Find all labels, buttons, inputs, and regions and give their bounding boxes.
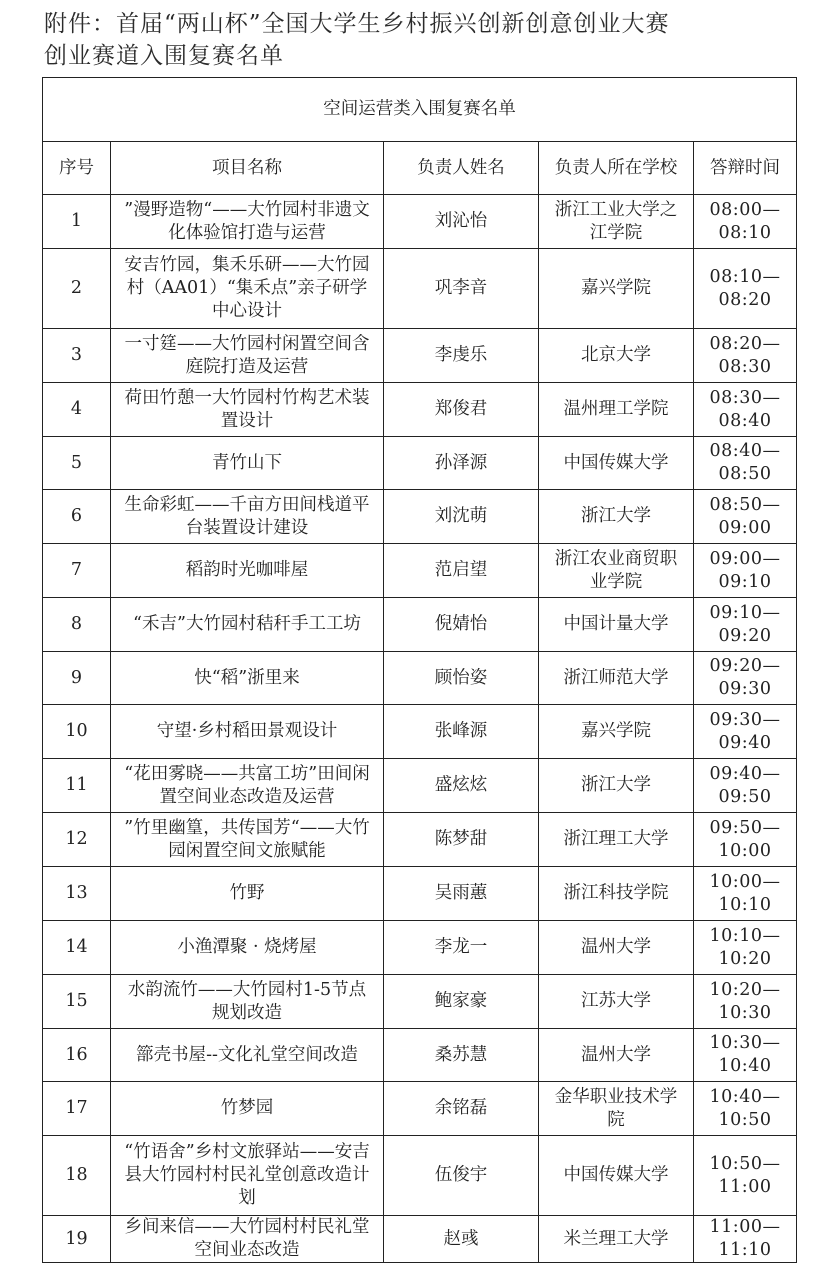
table-row <box>43 759 797 813</box>
leader-name: 盛炫炫 <box>384 759 539 813</box>
semifinal-roster-table <box>42 77 797 1263</box>
row-number: 16 <box>43 1029 111 1082</box>
leader-name: 伍俊宇 <box>384 1136 539 1216</box>
project-name: ”竹里幽篁，共传国芳“——大竹园闲置空间文旅赋能 <box>111 813 384 867</box>
row-number: 15 <box>43 975 111 1029</box>
leader-school: 温州理工学院 <box>539 383 694 437</box>
row-number: 9 <box>43 652 111 705</box>
project-name: 乡间来信——大竹园村村民礼堂空间业态改造 <box>111 1216 384 1263</box>
row-number: 13 <box>43 867 111 921</box>
row-number: 4 <box>43 383 111 437</box>
header-no: 序号 <box>43 142 111 195</box>
table-row <box>43 249 797 329</box>
leader-school: 中国传媒大学 <box>539 1136 694 1216</box>
leader-school: 米兰理工大学 <box>539 1216 694 1263</box>
defense-time: 08:50—09:00 <box>694 490 797 544</box>
row-number: 18 <box>43 1136 111 1216</box>
project-name: 青竹山下 <box>111 437 384 490</box>
table-row <box>43 598 797 652</box>
row-number: 7 <box>43 544 111 598</box>
defense-time: 10:00—10:10 <box>694 867 797 921</box>
table-row <box>43 975 797 1029</box>
row-number: 10 <box>43 705 111 759</box>
project-name: 小渔潭聚 · 烧烤屋 <box>111 921 384 975</box>
table-header-row <box>43 142 797 195</box>
row-number: 14 <box>43 921 111 975</box>
defense-time: 08:40—08:50 <box>694 437 797 490</box>
table-row <box>43 195 797 249</box>
header-time: 答辩时间 <box>694 142 797 195</box>
header-school: 负责人所在学校 <box>539 142 694 195</box>
defense-time: 09:30—09:40 <box>694 705 797 759</box>
defense-time: 08:20—08:30 <box>694 329 797 383</box>
defense-time: 10:40—10:50 <box>694 1082 797 1136</box>
table-row <box>43 867 797 921</box>
leader-name: 倪婧怡 <box>384 598 539 652</box>
leader-school: 浙江农业商贸职业学院 <box>539 544 694 598</box>
row-number: 2 <box>43 249 111 329</box>
leader-name: 鲍家豪 <box>384 975 539 1029</box>
leader-name: 巩李音 <box>384 249 539 329</box>
leader-school: 北京大学 <box>539 329 694 383</box>
table-row <box>43 437 797 490</box>
project-name: 守望·乡村稻田景观设计 <box>111 705 384 759</box>
defense-time: 09:50—10:00 <box>694 813 797 867</box>
defense-time: 10:20—10:30 <box>694 975 797 1029</box>
leader-school: 浙江师范大学 <box>539 652 694 705</box>
defense-time: 11:00—11:10 <box>694 1216 797 1263</box>
leader-name: 刘沈萌 <box>384 490 539 544</box>
leader-name: 余铭磊 <box>384 1082 539 1136</box>
leader-name: 郑俊君 <box>384 383 539 437</box>
defense-time: 09:00—09:10 <box>694 544 797 598</box>
leader-name: 孙泽源 <box>384 437 539 490</box>
row-number: 17 <box>43 1082 111 1136</box>
defense-time: 10:50—11:00 <box>694 1136 797 1216</box>
project-name: 竹野 <box>111 867 384 921</box>
defense-time: 09:20—09:30 <box>694 652 797 705</box>
title-line-1: 附件：首届“两山杯”全国大学生乡村振兴创新创意创业大赛 <box>44 11 670 37</box>
table-row <box>43 921 797 975</box>
defense-time: 09:10—09:20 <box>694 598 797 652</box>
defense-time: 09:40—09:50 <box>694 759 797 813</box>
header-project: 项目名称 <box>111 142 384 195</box>
leader-name: 陈梦甜 <box>384 813 539 867</box>
table-row <box>43 1136 797 1216</box>
row-number: 11 <box>43 759 111 813</box>
leader-school: 浙江理工大学 <box>539 813 694 867</box>
leader-school: 浙江大学 <box>539 490 694 544</box>
title-line-2: 创业赛道入围复赛名单 <box>44 43 284 69</box>
table-row <box>43 329 797 383</box>
leader-name: 李龙一 <box>384 921 539 975</box>
leader-name: 赵彧 <box>384 1216 539 1263</box>
table-row <box>43 1029 797 1082</box>
project-name: 快“稻”浙里来 <box>111 652 384 705</box>
table-row <box>43 705 797 759</box>
project-name: 竹梦园 <box>111 1082 384 1136</box>
leader-name: 吴雨蕙 <box>384 867 539 921</box>
leader-name: 顾怡姿 <box>384 652 539 705</box>
defense-time: 10:10—10:20 <box>694 921 797 975</box>
project-name: 安吉竹园，集禾乐研——大竹园村（AA01）“集禾点”亲子研学中心设计 <box>111 249 384 329</box>
defense-time: 08:10—08:20 <box>694 249 797 329</box>
row-number: 12 <box>43 813 111 867</box>
project-name: 荷田竹憩一大竹园村竹构艺术装置设计 <box>111 383 384 437</box>
leader-school: 温州大学 <box>539 921 694 975</box>
leader-school: 中国计量大学 <box>539 598 694 652</box>
table-caption-row <box>43 78 797 142</box>
leader-school: 江苏大学 <box>539 975 694 1029</box>
project-name: 生命彩虹——千亩方田间栈道平台装置设计建设 <box>111 490 384 544</box>
leader-school: 浙江大学 <box>539 759 694 813</box>
defense-time: 08:00—08:10 <box>694 195 797 249</box>
leader-school: 中国传媒大学 <box>539 437 694 490</box>
row-number: 1 <box>43 195 111 249</box>
project-name: “竹语舍”乡村文旅驿站——安吉县大竹园村村民礼堂创意改造计划 <box>111 1136 384 1216</box>
project-name: 篰壳书屋--文化礼堂空间改造 <box>111 1029 384 1082</box>
table-row <box>43 652 797 705</box>
defense-time: 08:30—08:40 <box>694 383 797 437</box>
row-number: 3 <box>43 329 111 383</box>
project-name: 稻韵时光咖啡屋 <box>111 544 384 598</box>
table-row <box>43 813 797 867</box>
table-row <box>43 544 797 598</box>
table-caption: 空间运营类入围复赛名单 <box>43 78 797 142</box>
project-name: 一寸筳——大竹园村闲置空间含庭院打造及运营 <box>111 329 384 383</box>
leader-name: 刘沁怡 <box>384 195 539 249</box>
leader-name: 桑苏慧 <box>384 1029 539 1082</box>
leader-school: 温州大学 <box>539 1029 694 1082</box>
leader-school: 浙江工业大学之江学院 <box>539 195 694 249</box>
row-number: 8 <box>43 598 111 652</box>
defense-time: 10:30—10:40 <box>694 1029 797 1082</box>
row-number: 19 <box>43 1216 111 1263</box>
leader-name: 范启望 <box>384 544 539 598</box>
table-row <box>43 490 797 544</box>
table-row <box>43 1082 797 1136</box>
document-title <box>44 8 670 72</box>
leader-name: 李虔乐 <box>384 329 539 383</box>
project-name: ”漫野造物“——大竹园村非遗文化体验馆打造与运营 <box>111 195 384 249</box>
row-number: 6 <box>43 490 111 544</box>
leader-school: 浙江科技学院 <box>539 867 694 921</box>
table-row <box>43 1216 797 1263</box>
leader-school: 金华职业技术学院 <box>539 1082 694 1136</box>
leader-name: 张峰源 <box>384 705 539 759</box>
leader-school: 嘉兴学院 <box>539 705 694 759</box>
leader-school: 嘉兴学院 <box>539 249 694 329</box>
table-row <box>43 383 797 437</box>
project-name: 水韵流竹——大竹园村1-5节点规划改造 <box>111 975 384 1029</box>
header-leader: 负责人姓名 <box>384 142 539 195</box>
project-name: “禾吉”大竹园村秸秆手工工坊 <box>111 598 384 652</box>
project-name: “花田雾晓——共富工坊”田间闲置空间业态改造及运营 <box>111 759 384 813</box>
row-number: 5 <box>43 437 111 490</box>
